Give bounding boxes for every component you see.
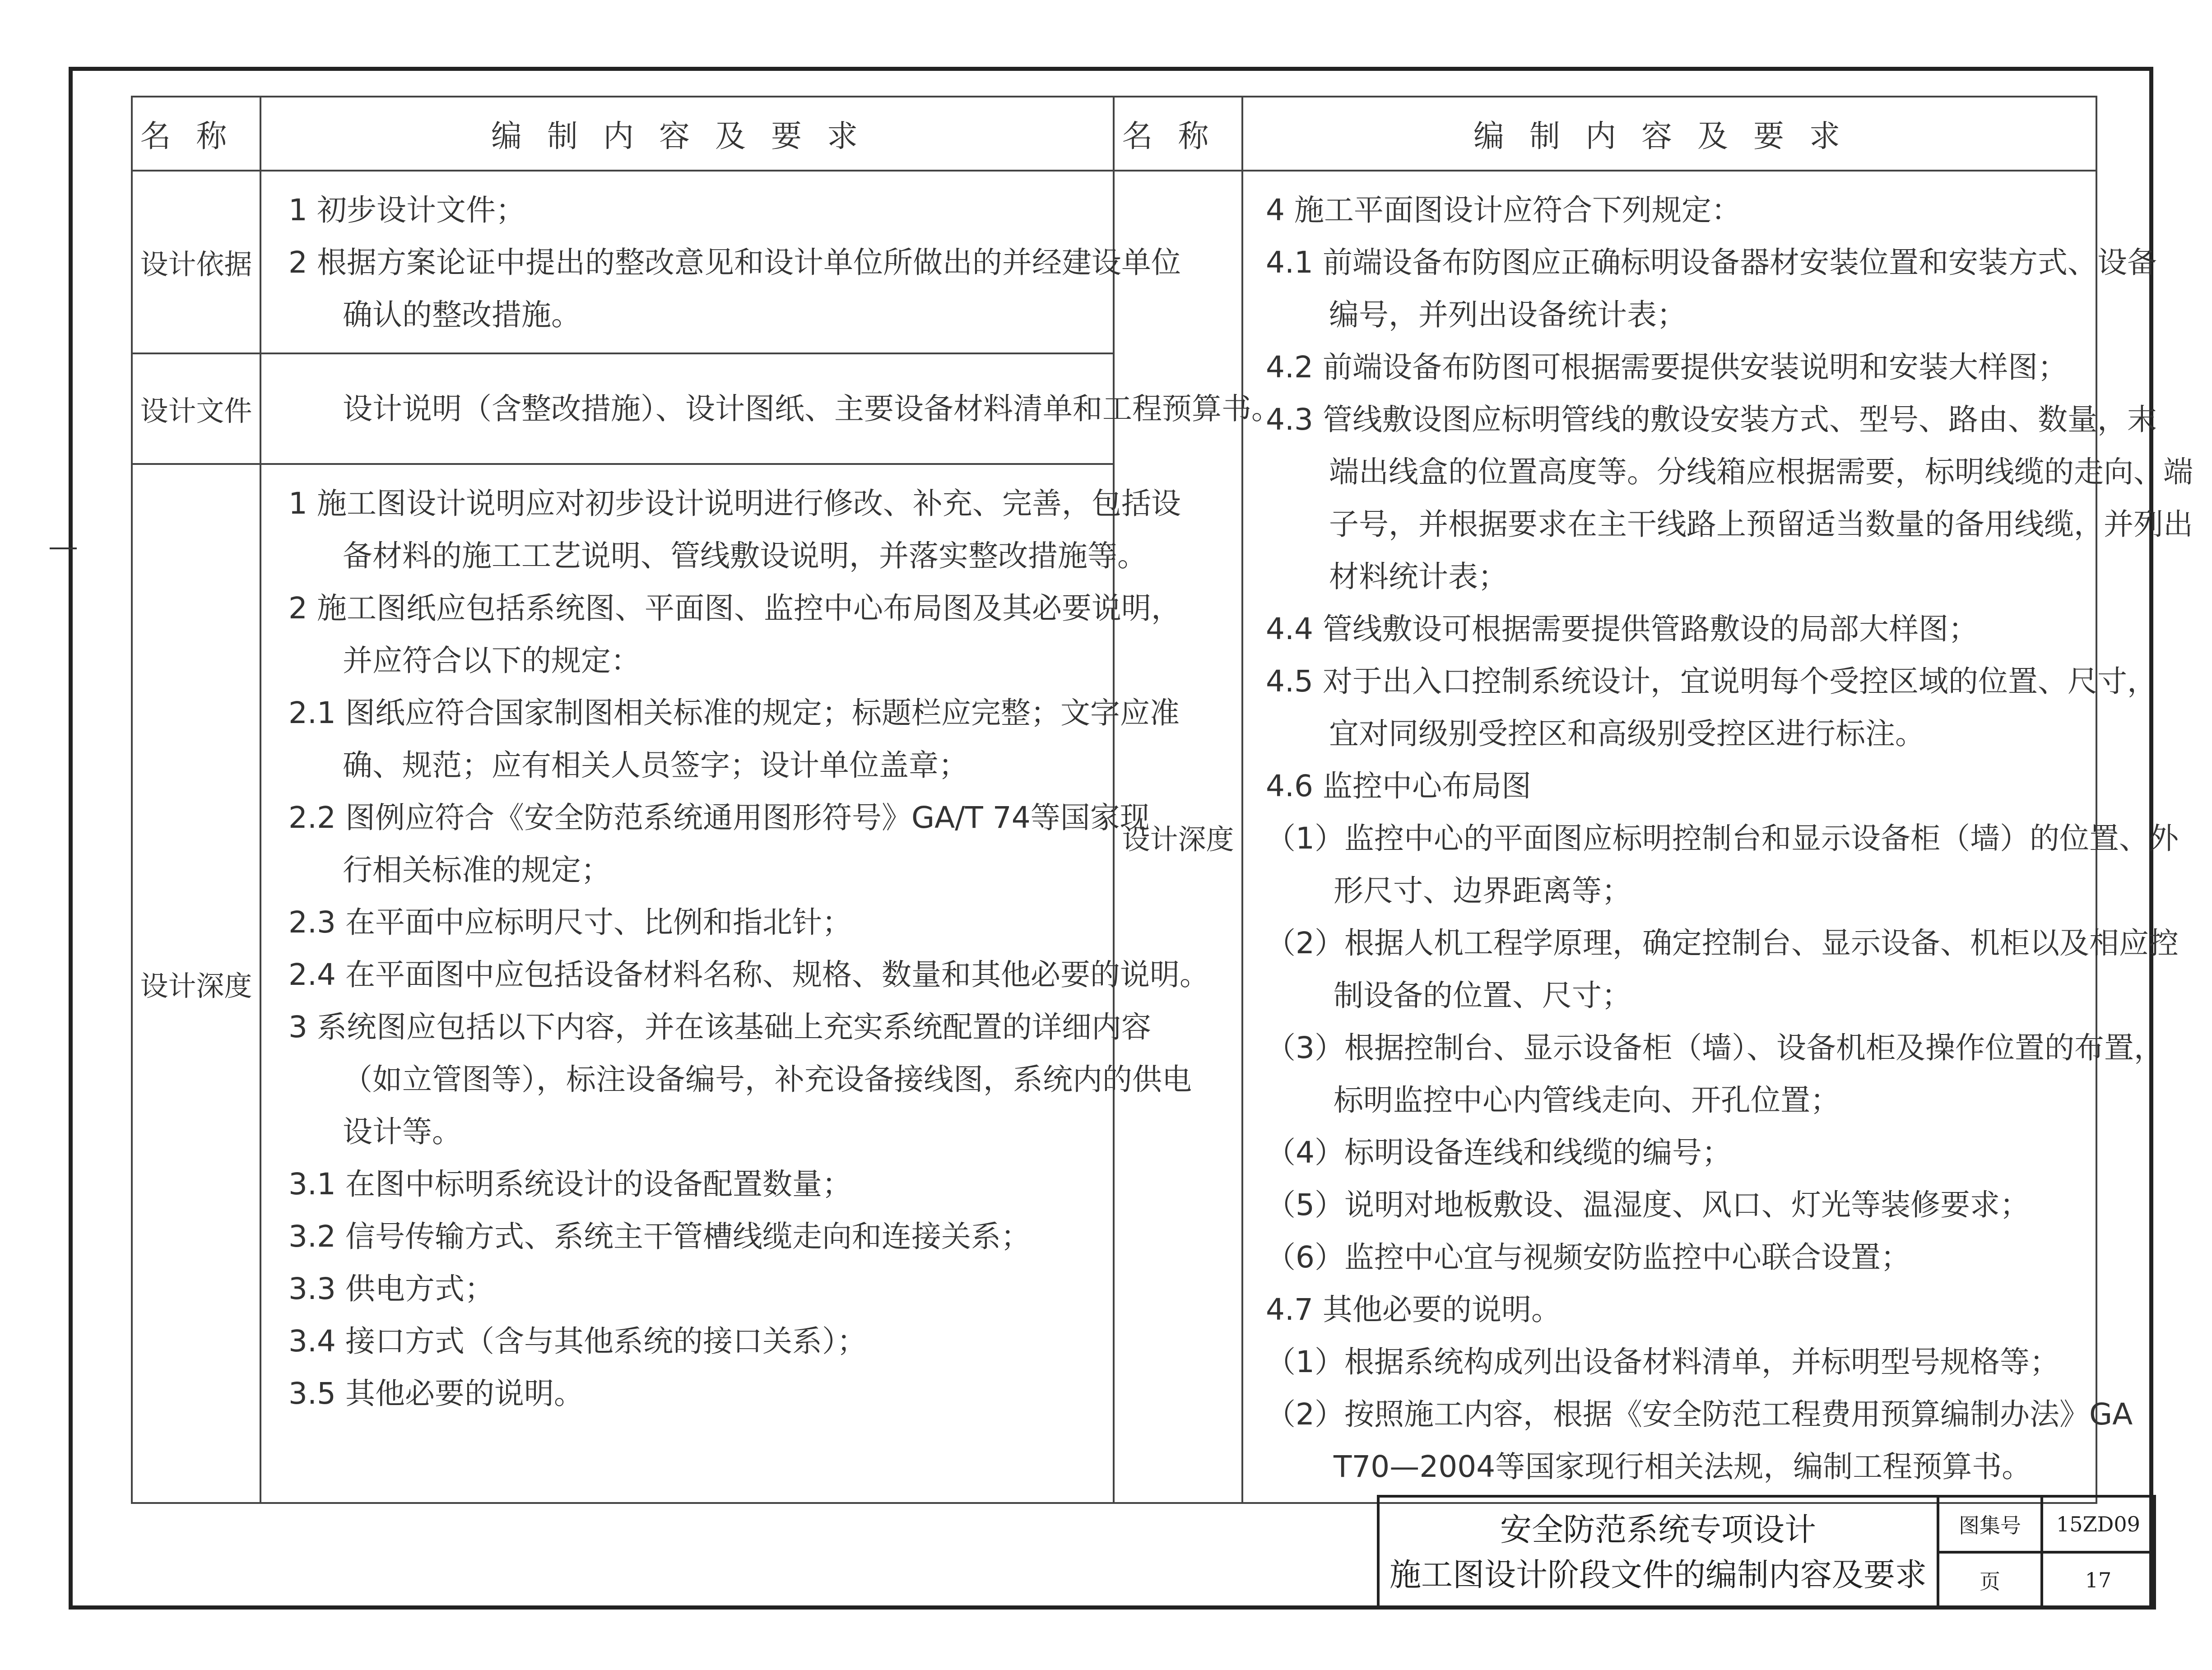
text-line: 1 施工图设计说明应对初步设计说明进行修改、补充、完善，包括设 bbox=[288, 486, 1181, 521]
drawing-title bbox=[1378, 1496, 1938, 1608]
text-line: 4 施工平面图设计应符合下列规定： bbox=[1266, 193, 1741, 227]
title-block bbox=[1377, 1495, 2156, 1610]
row-name-depth-left: 设计深度 bbox=[132, 464, 260, 1503]
text-line: （如立管图等），标注设备编号，补充设备接线图，系统内的供电 bbox=[343, 1062, 1192, 1097]
row-name-docs: 设计文件 bbox=[132, 353, 260, 464]
text-line: 2.3 在平面中应标明尺寸、比例和指北针； bbox=[288, 905, 852, 940]
margin-tick bbox=[50, 547, 77, 549]
text-line: （2）按照施工内容，根据《安全防范工程费用预算编制办法》GA bbox=[1266, 1397, 2133, 1432]
atlas-number-value: 15ZD09 bbox=[2042, 1496, 2155, 1552]
text-line: 子号，并根据要求在主干线路上预留适当数量的备用线缆，并列出 bbox=[1329, 507, 2193, 542]
text-line: 3.5 其他必要的说明。 bbox=[288, 1376, 584, 1411]
text-line: 4.5 对于出入口控制系统设计，宜说明每个受控区域的位置、尺寸， bbox=[1266, 664, 2157, 699]
text-line: 形尺寸、边界距离等； bbox=[1334, 873, 1631, 908]
drawing-title-line2: 施工图设计阶段文件的编制内容及要求 bbox=[1389, 1556, 1927, 1593]
text-line: 标明监控中心内管线走向、开孔位置； bbox=[1334, 1083, 1840, 1118]
row-content-docs bbox=[260, 353, 1281, 464]
text-line: 并应符合以下的规定： bbox=[343, 643, 641, 678]
text-line: （6）监控中心宜与视频安防监控中心联合设置； bbox=[1266, 1240, 1910, 1275]
row-basis bbox=[132, 171, 2096, 353]
text-line: 端出线盒的位置高度等。分线箱应根据需要，标明线缆的走向、端 bbox=[1329, 455, 2193, 489]
row-content-depth-right bbox=[1242, 171, 2193, 1503]
header-row bbox=[132, 97, 2096, 171]
text-line: 2.2 图例应符合《安全防范系统通用图形符号》GA/T 74等国家现 bbox=[288, 800, 1150, 835]
text-line: （5）说明对地板敷设、温湿度、风口、灯光等装修要求； bbox=[1266, 1188, 2030, 1222]
text-line: 4.1 前端设备布防图应正确标明设备器材安装位置和安装方式、设备 bbox=[1266, 245, 2157, 280]
text-line: 设计说明（含整改措施）、设计图纸、主要设备材料清单和工程预算书。 bbox=[343, 391, 1281, 426]
page-number: 17 bbox=[2042, 1552, 2155, 1608]
row-content-basis bbox=[260, 171, 1181, 353]
text-line: 行相关标准的规定； bbox=[343, 853, 611, 887]
text-line: 2.4 在平面图中应包括设备材料名称、规格、数量和其他必要的说明。 bbox=[288, 957, 1209, 992]
text-line: （3）根据控制台、显示设备柜（墙）、设备机柜及操作位置的布置， bbox=[1266, 1030, 2164, 1065]
text-line: 4.2 前端设备布防图可根据需要提供安装说明和安装大样图； bbox=[1266, 350, 2068, 385]
text-line: 3.1 在图中标明系统设计的设备配置数量； bbox=[288, 1167, 852, 1201]
header-name-left: 名称 bbox=[132, 97, 260, 171]
text-line: 4.7 其他必要的说明。 bbox=[1266, 1292, 1561, 1327]
text-line: 3.4 接口方式（含与其他系统的接口关系）； bbox=[288, 1324, 867, 1359]
row-name-basis: 设计依据 bbox=[132, 171, 260, 353]
text-line: 2 施工图纸应包括系统图、平面图、监控中心布局图及其必要说明， bbox=[288, 591, 1181, 626]
row-name-depth-right: 设计深度 bbox=[1114, 171, 1242, 1503]
text-line: （1）根据系统构成列出设备材料清单，并标明型号规格等； bbox=[1266, 1345, 2059, 1379]
text-line: 宜对同级别受控区和高级别受控区进行标注。 bbox=[1329, 716, 1925, 751]
text-line: 设计等。 bbox=[343, 1114, 462, 1149]
text-line: 材料统计表； bbox=[1329, 559, 1508, 594]
text-line: 编号，并列出设备统计表； bbox=[1329, 297, 1687, 332]
text-line: 2.1 图纸应符合国家制图相关标准的规定；标题栏应完整；文字应准 bbox=[288, 696, 1180, 730]
text-line: 4.6 监控中心布局图 bbox=[1266, 769, 1531, 803]
text-line: 确认的整改措施。 bbox=[343, 297, 581, 332]
header-content-left: 编制内容及要求 bbox=[260, 97, 1114, 171]
text-line: 4.3 管线敷设图应标明管线的敷设安装方式、型号、路由、数量，末 bbox=[1266, 402, 2157, 437]
text-line: 制设备的位置、尺寸； bbox=[1334, 978, 1631, 1013]
header-content-right: 编制内容及要求 bbox=[1242, 97, 2096, 171]
text-line: 备材料的施工工艺说明、管线敷设说明，并落实整改措施等。 bbox=[343, 538, 1147, 573]
atlas-number-label: 图集号 bbox=[1938, 1496, 2042, 1552]
text-line: （1）监控中心的平面图应标明控制台和显示设备柜（墙）的位置、外 bbox=[1266, 821, 2179, 856]
text-line: （2）根据人机工程学原理，确定控制台、显示设备、机柜以及相应控 bbox=[1266, 926, 2179, 960]
text-line: 1 初步设计文件； bbox=[288, 193, 525, 227]
header-name-right: 名称 bbox=[1114, 97, 1242, 171]
text-line: 3.3 供电方式； bbox=[288, 1271, 494, 1306]
drawing-title-line1: 安全防范系统专项设计 bbox=[1500, 1511, 1816, 1548]
text-line: （4）标明设备连线和线缆的编号； bbox=[1266, 1135, 1732, 1170]
text-line: 4.4 管线敷设可根据需要提供管路敷设的局部大样图； bbox=[1266, 612, 1978, 646]
text-line: 2 根据方案论证中提出的整改意见和设计单位所做出的并经建设单位 bbox=[288, 245, 1181, 280]
text-line: 确、规范；应有相关人员签字；设计单位盖章； bbox=[343, 748, 968, 783]
text-line: 3.2 信号传输方式、系统主干管槽线缆走向和连接关系； bbox=[288, 1219, 1031, 1254]
text-line: T70—2004等国家现行相关法规，编制工程预算书。 bbox=[1334, 1449, 2032, 1484]
page-label: 页 bbox=[1938, 1552, 2042, 1608]
content-table bbox=[131, 96, 2193, 1504]
text-line: 3 系统图应包括以下内容，并在该基础上充实系统配置的详细内容 bbox=[288, 1010, 1151, 1044]
